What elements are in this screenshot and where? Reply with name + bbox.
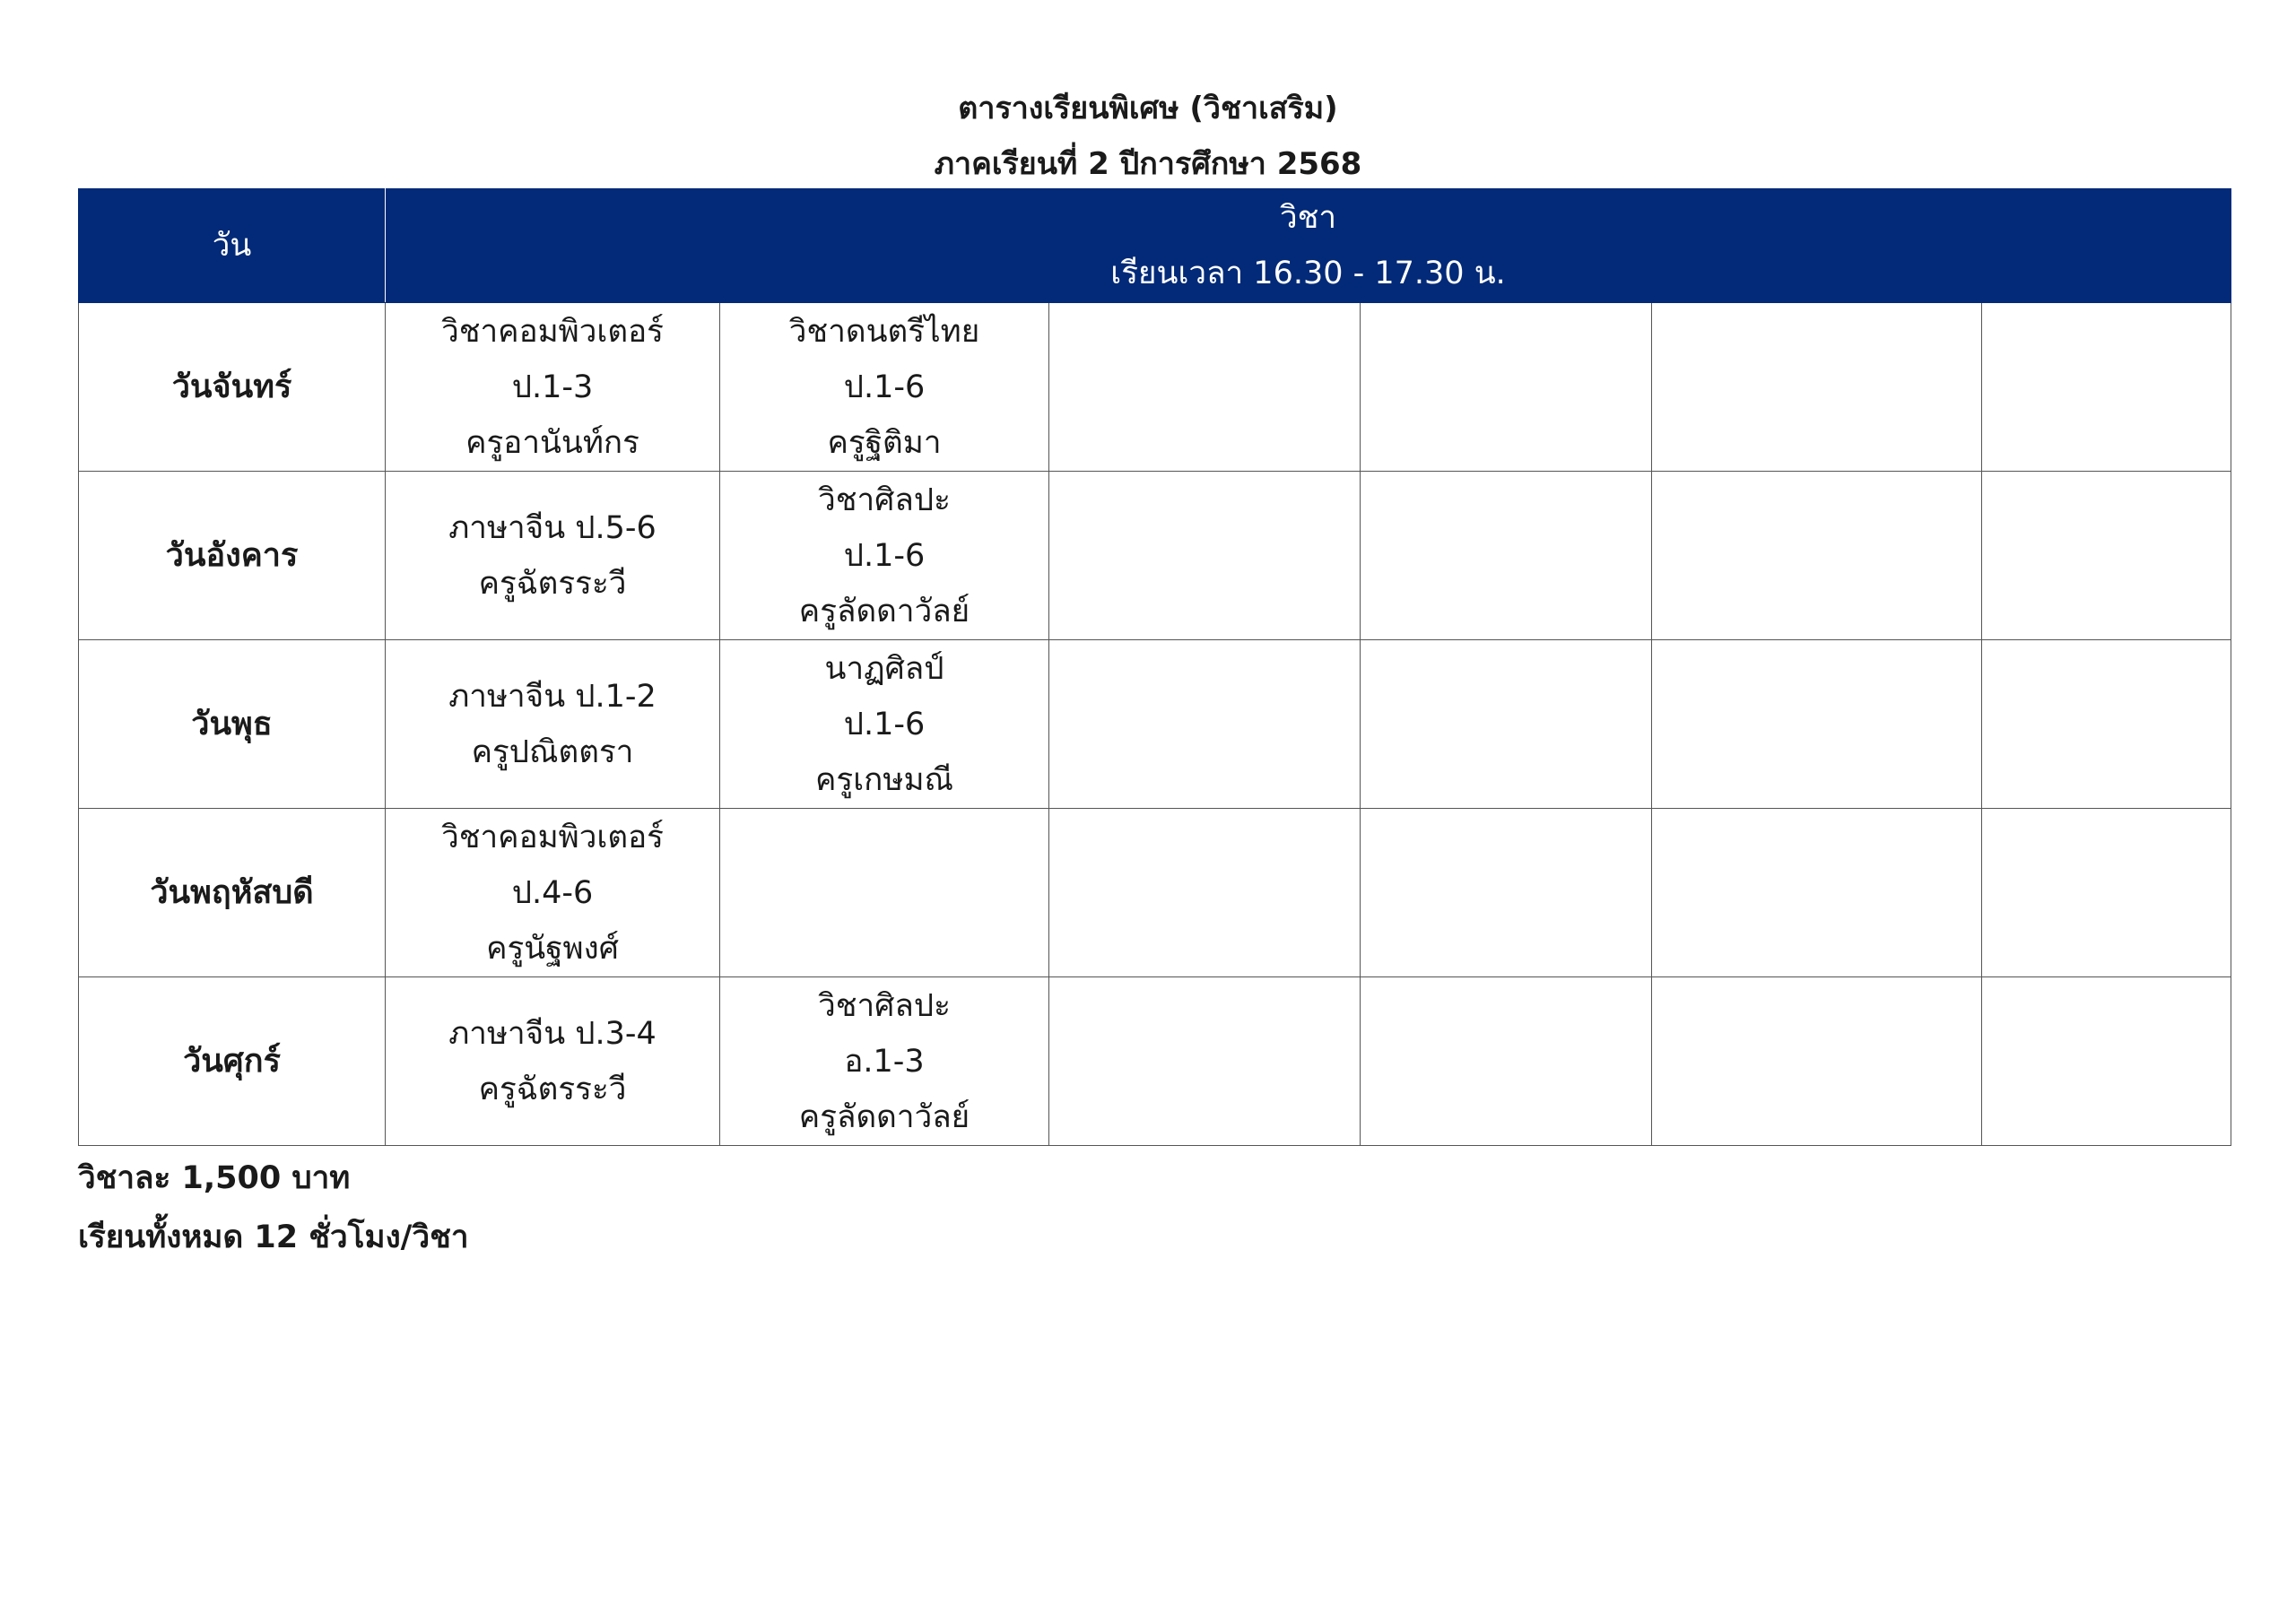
teacher-name: ครูฉัตรระวี [478,1071,627,1107]
grade-level: ป.1-6 [843,369,926,405]
empty-cell [1049,640,1361,809]
day-cell: วันอังคาร [79,472,386,640]
header-row [79,189,2231,303]
empty-cell [1361,977,1652,1146]
price-note: วิชาละ 1,500 บาท [78,1160,351,1196]
hours-note: เรียนทั้งหมด 12 ชั่วโมง/วิชา [78,1219,469,1255]
subject-name: วิชาคอมพิวเตอร์ [441,819,664,855]
subject-cell [720,640,1049,809]
empty-cell [1982,977,2231,1146]
day-cell: วันจันทร์ [79,303,386,472]
teacher-name: ครูฉัตรระวี [478,565,627,602]
subject-column-header [386,189,2231,303]
subject-cell [386,977,720,1146]
subject-name: วิชาศิลปะ [818,482,951,518]
teacher-name: ครูนัฐพงศ์ [486,930,619,967]
empty-cell [1361,472,1652,640]
page-title: ตารางเรียนพิเศษ (วิชาเสริม) [958,91,1338,126]
empty-cell [1982,303,2231,472]
grade-level: ป.1-6 [843,706,926,742]
empty-cell [1049,977,1361,1146]
teacher-name: ครูลัดดาวัลย์ [798,593,970,629]
table-row [79,977,2231,1146]
subject-cell [386,809,720,977]
empty-cell [1652,640,1982,809]
subject-name: ภาษาจีน ป.3-4 [448,1015,657,1052]
grade-level: ป.1-3 [511,369,594,405]
empty-cell [1652,809,1982,977]
empty-cell [1049,809,1361,977]
day-cell: วันพฤหัสบดี [79,809,386,977]
table-row [79,640,2231,809]
teacher-name: ครูลัดดาวัลย์ [798,1098,970,1135]
grade-level: อ.1-3 [844,1043,925,1080]
empty-cell [1652,303,1982,472]
subject-name: วิชาศิลปะ [818,987,951,1024]
subject-cell [720,472,1049,640]
subject-name: ภาษาจีน ป.5-6 [448,509,657,546]
subject-cell [386,640,720,809]
empty-cell [1982,640,2231,809]
teacher-name: ครูฐิติมา [827,424,942,461]
schedule-table [78,188,2231,1146]
grade-level: ป.1-6 [843,537,926,574]
table-row [79,303,2231,472]
teacher-name: ครูปณิตตรา [471,733,634,770]
teacher-name: ครูอานันท์กร [465,424,639,461]
empty-cell [1652,977,1982,1146]
day-cell: วันศุกร์ [79,977,386,1146]
day-column-header: วัน [79,189,386,303]
subject-name: ภาษาจีน ป.1-2 [448,678,657,715]
empty-cell [720,809,1049,977]
day-cell: วันพุธ [79,640,386,809]
table-row [79,472,2231,640]
subject-name: วิชาคอมพิวเตอร์ [441,313,664,350]
subject-header-label: วิชา [1279,200,1337,236]
empty-cell [1361,809,1652,977]
time-header-label: เรียนเวลา 16.30 - 17.30 น. [1110,256,1506,291]
subject-cell [720,977,1049,1146]
subject-cell [386,303,720,472]
page-subtitle: ภาคเรียนที่ 2 ปีการศึกษา 2568 [934,146,1362,182]
grade-level: ป.4-6 [511,874,594,911]
teacher-name: ครูเกษมณี [815,761,953,798]
empty-cell [1361,303,1652,472]
subject-cell [720,303,1049,472]
subject-name: วิชาดนตรีไทย [788,313,980,350]
empty-cell [1982,472,2231,640]
empty-cell [1049,472,1361,640]
empty-cell [1982,809,2231,977]
table-row [79,809,2231,977]
empty-cell [1361,640,1652,809]
empty-cell [1652,472,1982,640]
empty-cell [1049,303,1361,472]
subject-name: นาฏศิลป์ [824,650,944,687]
subject-cell [386,472,720,640]
